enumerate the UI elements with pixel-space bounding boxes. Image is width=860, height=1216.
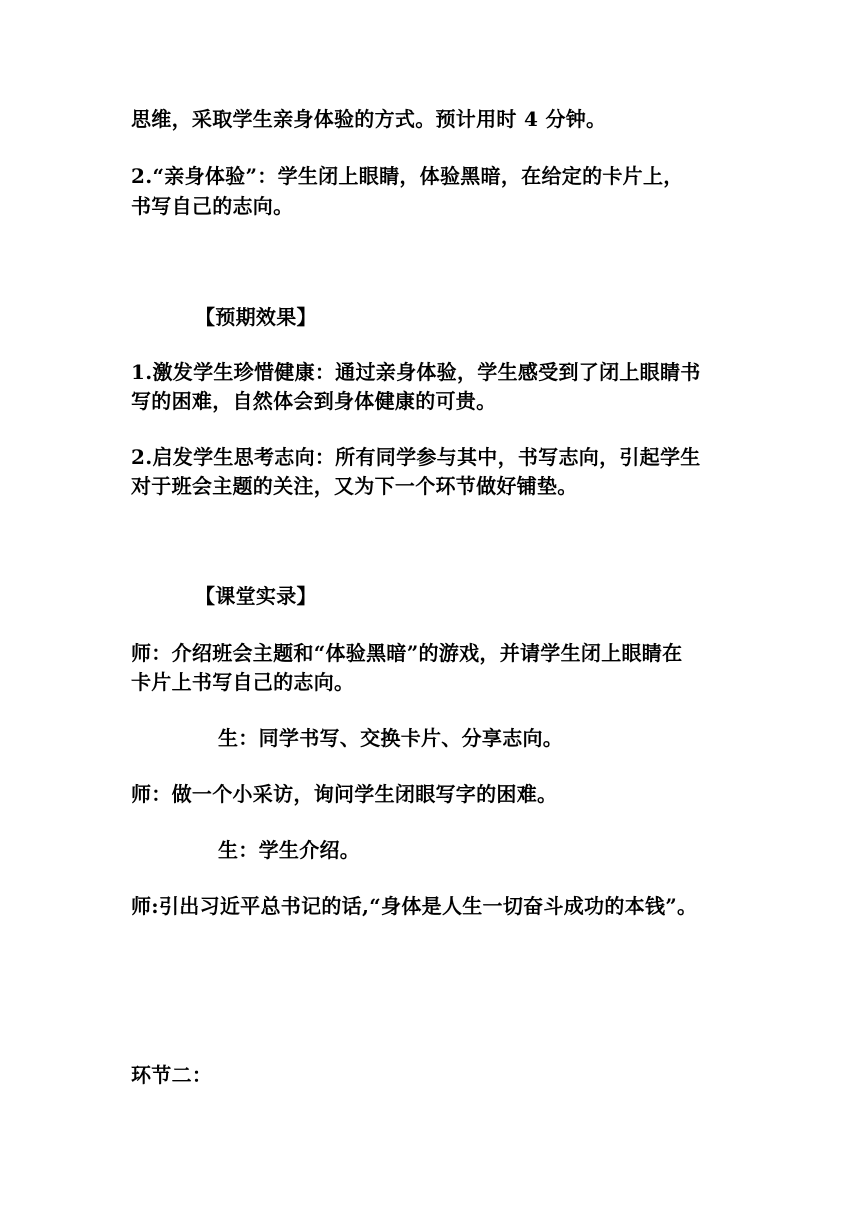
effect-item-2-line-1: 2.启发学生思考志向：所有同学参与其中，书写志向，引起学生 xyxy=(131,445,701,469)
effect-item-1-line-2: 写的困难，自然体会到身体健康的可贵。 xyxy=(131,389,497,413)
teacher-line-3: 师:引出习近平总书记的话,“身体是人生一切奋斗成功的本钱”。 xyxy=(131,894,698,918)
effect-item-1-line-1: 1.激发学生珍惜健康：通过亲身体验，学生感受到了闭上眼睛书 xyxy=(131,360,701,384)
teacher-line-1a: 师：介绍班会主题和“体验黑暗”的游戏，并请学生闭上眼睛在 xyxy=(131,641,683,665)
intro-item-2-line-2: 书写自己的志向。 xyxy=(131,194,294,218)
student-line-1: 生：同学书写、交换卡片、分享志向。 xyxy=(218,726,564,750)
section-2-heading: 环节二： xyxy=(131,1063,213,1087)
expected-effects-heading: 【预期效果】 xyxy=(195,305,317,329)
teacher-line-1b: 卡片上书写自己的志向。 xyxy=(131,670,355,694)
intro-paragraph-line: 思维，采取学生亲身体验的方式。预计用时 4 分钟。 xyxy=(131,107,607,131)
student-line-2: 生：学生介绍。 xyxy=(218,838,361,862)
teacher-line-2: 师：做一个小采访，询问学生闭眼写字的困难。 xyxy=(131,782,558,806)
effect-item-2-line-2: 对于班会主题的关注，又为下一个环节做好铺垫。 xyxy=(131,474,578,498)
class-record-heading: 【课堂实录】 xyxy=(195,584,317,608)
intro-item-2-line-1: 2.“亲身体验”：学生闭上眼睛，体验黑暗，在给定的卡片上， xyxy=(131,164,684,188)
